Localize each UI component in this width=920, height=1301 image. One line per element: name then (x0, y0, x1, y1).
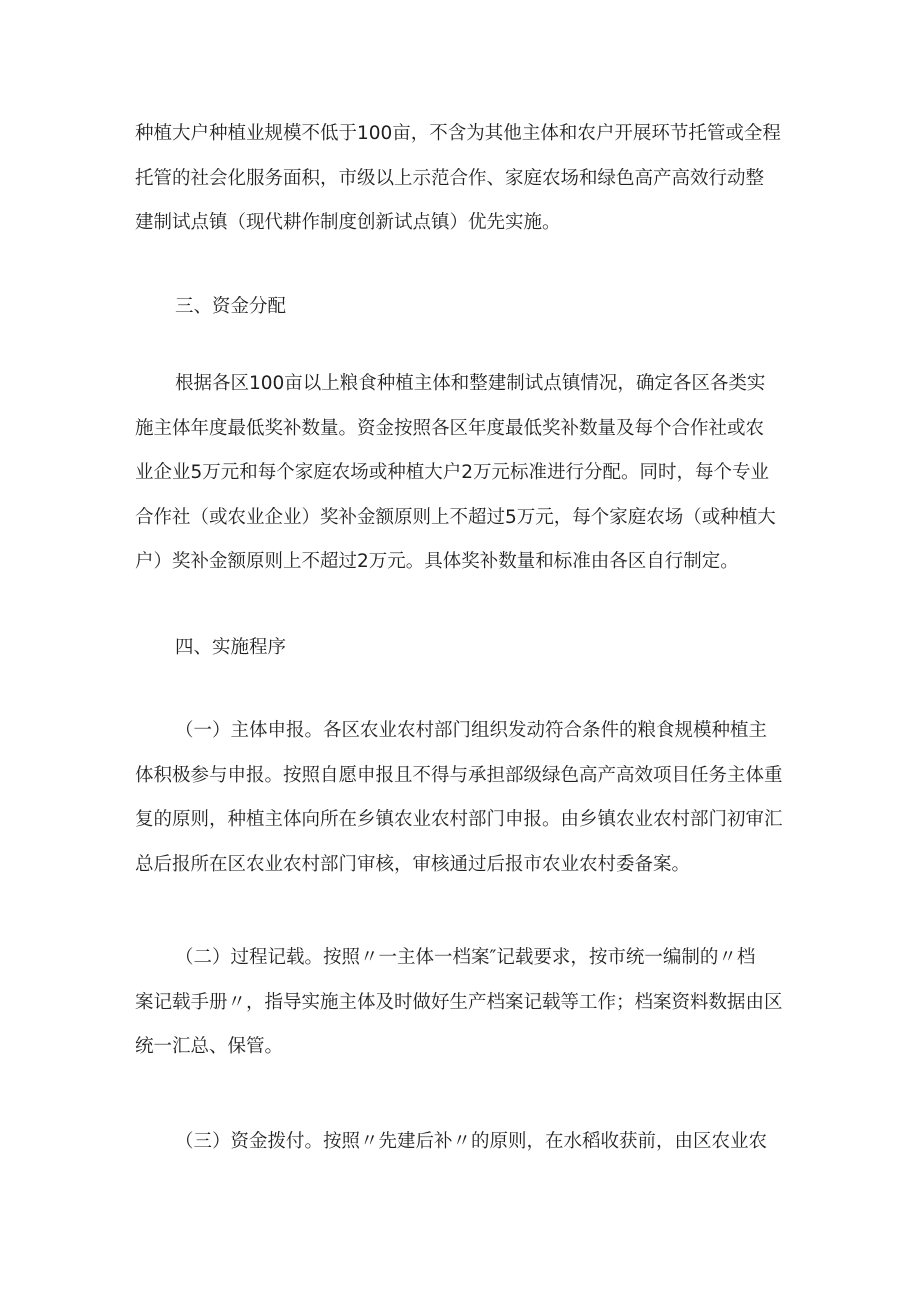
section-heading-implementation-procedure: 四、实施程序 (175, 637, 287, 658)
text-line: 建制试点镇（现代耕作制度创新试点镇）优先实施。 (135, 212, 561, 233)
paragraph-subject-application (135, 709, 785, 887)
text-line: （二）过程记载。按照〃一主体一档案″记载要求，按市统一编制的〃档 (175, 947, 756, 968)
text-line: 案记载手册〃，指导实施主体及时做好生产档案记载等工作；档案资料数据由区 (135, 991, 783, 1013)
text-line: 业企业5万元和每个家庭农场或种植大户2万元标准进行分配。同时，每个专业 (135, 462, 770, 483)
text-line: 总后报所在区农业农村部门审核，审核通过后报市农业农村委备案。 (135, 853, 691, 875)
text-line: 户）奖补金额原则上不超过2万元。具体奖补数量和标准由各区自行制定。 (135, 551, 739, 572)
paragraph-process-recording (135, 936, 785, 1070)
text-line: 合作社（或农业企业）奖补金额原则上不超过5万元，每个家庭农场（或种植大 (135, 506, 776, 528)
text-line: 复的原则，种植主体向所在乡镇农业农村部门申报。由乡镇农业农村部门初审汇 (135, 809, 783, 830)
text-line: 统一汇总、保管。 (135, 1036, 284, 1057)
paragraph-funding-allocation (135, 362, 785, 585)
text-line: 施主体年度最低奖补数量。资金按照各区年度最低奖补数量及每个合作社或农 (135, 417, 765, 439)
paragraph-eligibility (135, 112, 785, 246)
text-line: （三）资金拨付。按照〃先建后补〃的原则，在水稻收获前，由区农业农 (175, 1131, 768, 1152)
text-line: 根据各区100亩以上粮食种植主体和整建制试点镇情况，确定各区各类实 (175, 373, 766, 394)
paragraph-fund-disbursement (135, 1120, 785, 1165)
text-line: （一）主体申报。各区农业农村部门组织发动符合条件的粮食规模种植主 (175, 720, 768, 741)
text-line: 体积极参与申报。按照自愿申报且不得与承担部级绿色高产高效项目任务主体重 (135, 764, 783, 786)
text-line: 种植大户种植业规模不低于100亩，不含为其他主体和农户开展环节托管或全程 (135, 123, 781, 144)
section-heading-funding-allocation: 三、资金分配 (175, 296, 287, 317)
text-line: 托管的社会化服务面积，市级以上示范合作、家庭农场和绿色高产高效行动整 (135, 167, 765, 189)
